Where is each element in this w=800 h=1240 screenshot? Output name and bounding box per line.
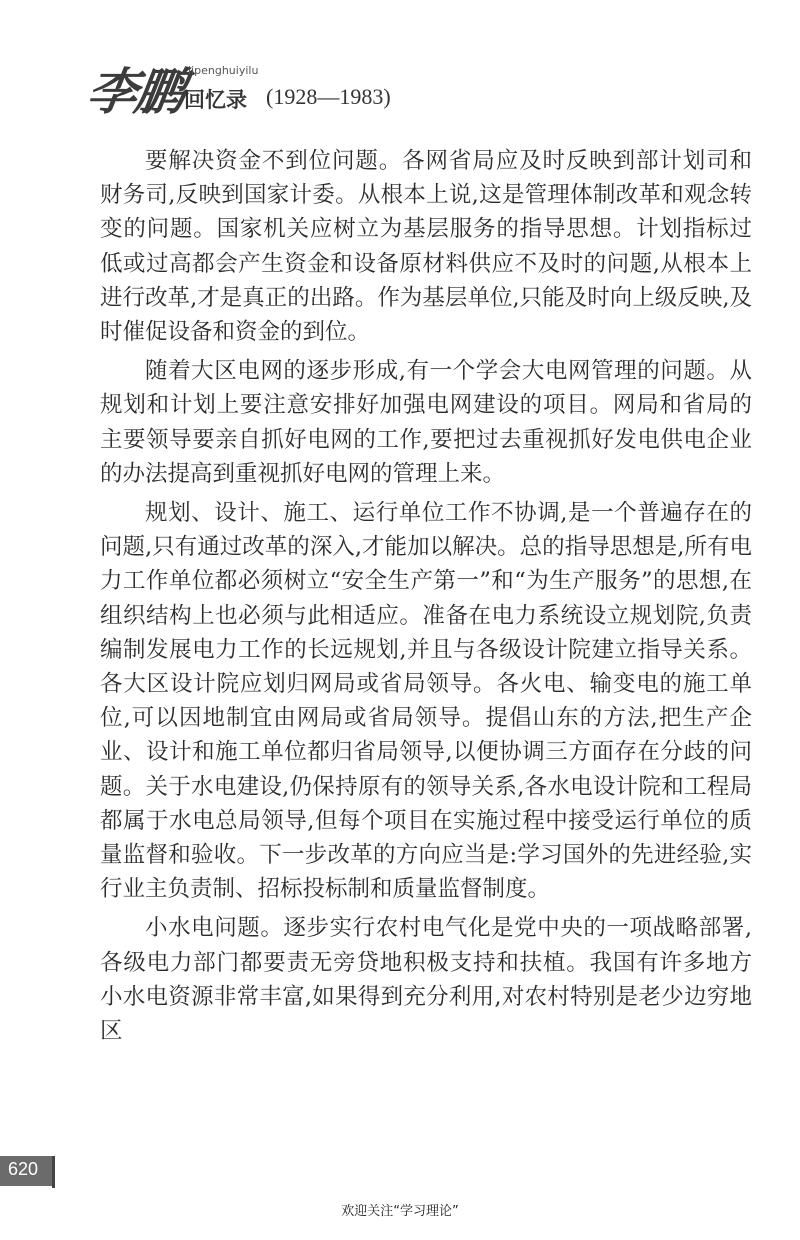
paragraph: 随着大区电网的逐步形成,有一个学会大电网管理的问题。从规划和计划上要注意安排好加强电网建设的项目。网局和省局的主要领导要亲自抓好电网的工作,要把过去重视抓好发电供电企业的办法提高到重视抓好电网的管理上来。 (100, 358, 752, 487)
header-pinyin: lipenghuiyilu (188, 64, 259, 77)
paragraph: 要解决资金不到位问题。各网省局应及时反映到部计划司和财务司,反映到国家计委。从根本上说,这是管理体制改革和观念转变的问题。国家机关应树立为基层服务的指导思想。计划指标过低或过高都会产生资金和设备原材料供应不及时的问题,从根本上进行改革,才是真正的出路。作为基层单位,只能及时向上级反映,及时催促设备和资金的到位。 (100, 148, 752, 346)
page-number: 620 (8, 1159, 39, 1179)
page-number-divider (52, 1156, 55, 1188)
footer-watermark: 欢迎关注“学习理论” (341, 1204, 459, 1219)
book-title: 回忆录 (184, 87, 247, 112)
calligraphy-logo: 李鹏 (83, 62, 188, 121)
running-header (83, 44, 508, 124)
paragraph: 小水电问题。逐步实行农村电气化是党中央的一项战略部署,各级电力部门都要责无旁贷地积极支持和扶植。我国有许多地方小水电资源非常丰富,如果得到充分利用,对农村特别是老少边穷地区 (100, 915, 752, 1045)
book-years: (1928—1983) (266, 84, 391, 109)
page-body (100, 144, 752, 1053)
page-number-tab (0, 1156, 55, 1186)
paragraph: 规划、设计、施工、运行单位工作不协调,是一个普遍存在的问题,只有通过改革的深入,才能加以解决。总的指导思想是,所有电力工作单位都必须树立“安全生产第一”和“为生产服务”的思想,在组织结构上也必须与此相适应。准备在电力系统设立规划院,负责编制发展电力工作的长远规划,并且与各级设计院建立指导关系。各大区设计院应划归网局或省局领导。各火电、输变电的施工单位,可以因地制宜由网局或省局领导。提倡山东的方法,把生产企业、设计和施工单位都归省局领导,以便协调三方面存在分歧的问题。关于水电建设,仍保持原有的领导关系,各水电设计院和工程局都属于水电总局领导,但每个项目在实施过程中接受运行单位的质量监督和验收。下一步改革的方向应当是:学习国外的先进经验,实行业主负责制、招标投标制和质量监督制度。 (100, 500, 752, 903)
